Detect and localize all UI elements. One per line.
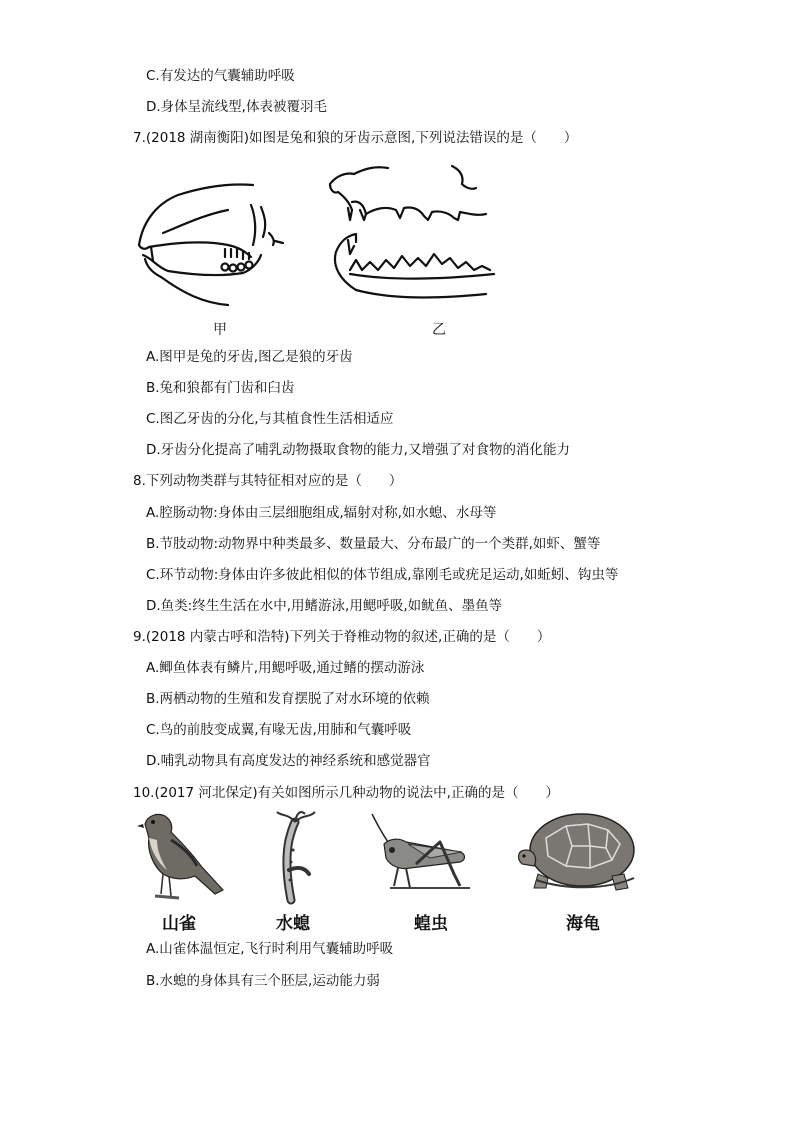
hydra-image — [265, 810, 325, 905]
question-8: 8.下列动物类群与其特征相对应的是（ ） — [133, 473, 403, 489]
option-line: A.山雀体温恒定,飞行时利用气囊辅助呼吸 — [146, 941, 394, 957]
option-line: B.水螅的身体具有三个胚层,运动能力弱 — [146, 973, 380, 989]
animal-label-sparrow: 山雀 — [162, 914, 196, 934]
option-line: C.有发达的气囊辅助呼吸 — [146, 68, 295, 84]
option-line: D.牙齿分化提高了哺乳动物摄取食物的能力,又增强了对食物的消化能力 — [146, 442, 570, 458]
option-line: D.哺乳动物具有高度发达的神经系统和感觉器官 — [146, 753, 431, 769]
question-7: 7.(2018 湖南衡阳)如图是兔和狼的牙齿示意图,下列说法错误的是（ ） — [133, 130, 578, 146]
option-line: B.兔和狼都有门齿和臼齿 — [146, 380, 295, 396]
grasshopper-image — [370, 812, 470, 897]
option-line: B.两栖动物的生殖和发育摆脱了对水环境的依赖 — [146, 691, 430, 707]
option-line: A.腔肠动物:身体由三层细胞组成,辐射对称,如水螅、水母等 — [146, 505, 497, 521]
animal-label-sea-turtle: 海龟 — [566, 914, 600, 934]
sparrow-image — [135, 810, 227, 905]
option-line: B.节肢动物:动物界中种类最多、数量最大、分布最广的一个类群,如虾、蟹等 — [146, 536, 601, 552]
turtle-image — [516, 808, 646, 898]
option-line: D.身体呈流线型,体表被覆羽毛 — [146, 99, 327, 115]
option-line: D.鱼类:终生生活在水中,用鳍游泳,用鳃呼吸,如鱿鱼、墨鱼等 — [146, 598, 503, 614]
question-10: 10.(2017 河北保定)有关如图所示几种动物的说法中,正确的是（ ） — [133, 785, 559, 801]
wolf-jaw-figure — [326, 162, 501, 307]
animal-label-locust: 蝗虫 — [414, 914, 448, 934]
figure-label-right: 乙 — [432, 322, 446, 338]
option-line: A.图甲是兔的牙齿,图乙是狼的牙齿 — [146, 349, 353, 365]
figure-label-left: 甲 — [213, 322, 227, 338]
question-9: 9.(2018 内蒙古呼和浩特)下列关于脊椎动物的叙述,正确的是（ ） — [133, 629, 551, 645]
option-line: C.图乙牙齿的分化,与其植食性生活相适应 — [146, 411, 394, 427]
rabbit-skull-figure — [133, 175, 293, 310]
option-line: C.环节动物:身体由许多彼此相似的体节组成,靠刚毛或疣足运动,如蚯蚓、钩虫等 — [146, 567, 619, 583]
animal-label-hydra: 水螅 — [276, 914, 310, 934]
option-line: A.鲫鱼体表有鳞片,用鳃呼吸,通过鳍的摆动游泳 — [146, 660, 425, 676]
option-line: C.鸟的前肢变成翼,有喙无齿,用肺和气囊呼吸 — [146, 722, 412, 738]
